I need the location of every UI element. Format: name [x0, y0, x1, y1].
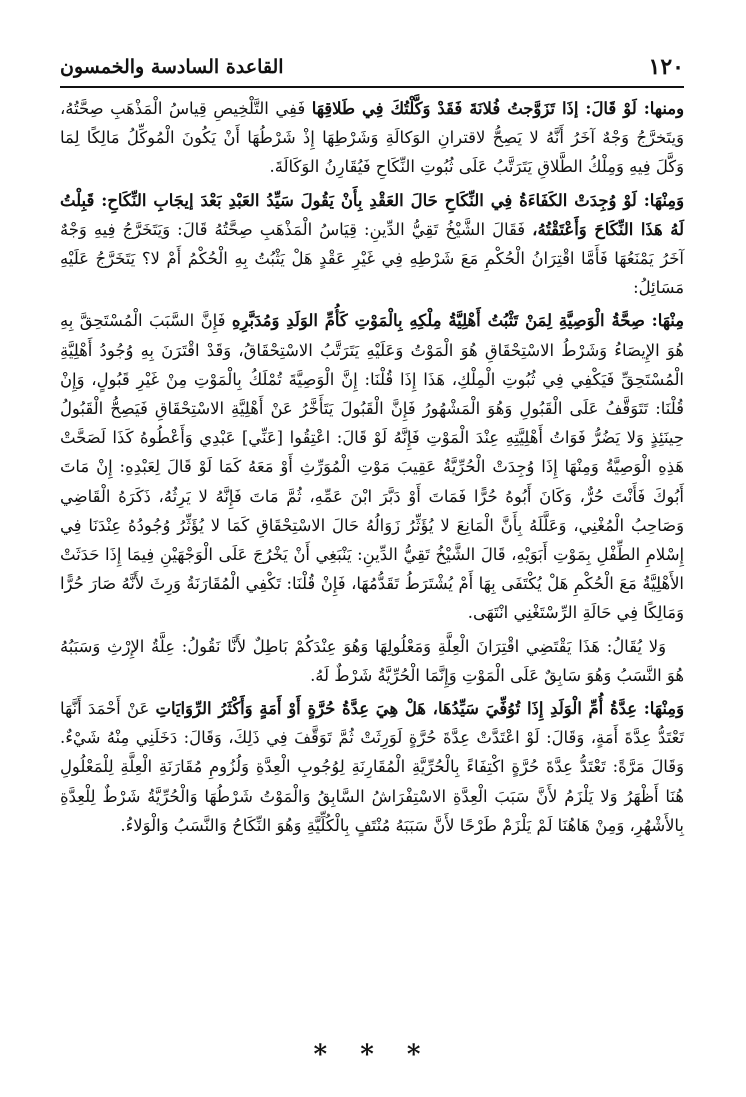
page-header: [60, 52, 684, 88]
paragraph: [60, 186, 684, 303]
paragraph: [60, 694, 684, 840]
page-number: ١٢٠: [648, 54, 684, 80]
paragraph: [60, 94, 684, 182]
paragraph-text: وَلا يُقَالُ: هَذَا يَقْتَضِي اقْتِرَانَ الْعِلَّةِ وَمَعْلُولِهَا وَهُوَ عِنْدَكُمْ بَاطِلٌ لأَنَّا نَقُولُ: عِلَّةُ الإِرْثِ وَسَبَبُهُ هُوَ النَّسَبُ وَهُوَ سَابِقٌ عَلَى الْمَوْتِ وَإِنَّمَا الْحُرِّيَّةُ شَرْطٌ لَهُ.: [60, 636, 684, 685]
running-title: القاعدة السادسة والخمسون: [60, 56, 284, 78]
paragraph-text: عَنْ أَحْمَدَ أَنَّهَا تَعْتَدُّ عِدَّةَ أَمَةٍ، وَقَالَ: لَوْ اعْتَدَّتْ عِدَّةَ حُرَّةٍ لَوَرِثَتْ ثُمَّ تَوَقَّفَ فِي ذَلِكَ، وَقَالَ: دَخَلَنِي مِنْهُ شَيْءٌ. وَقَالَ مَرَّةً: تَعْتَدُّ عِدَّةَ حُرَّةٍ اكْتِفَاءً بِالْحُرِّيَّةِ الْمُقَارِنَةِ لِوُجُوبِ الْعِدَّةِ وَلُزُومِ مُقَارَنَةِ الْعِلَّةِ لِلْمَعْلُولِ هُنَا أَظْهَرُ وَلا يَلْزَمُ لأَنَّ سَبَبَ الْعِدَّةِ الاسْتِفْرَاشُ السَّابِقُ وَالْمَوْتُ شَرْطُهَا وَالْحُرِّيَّةُ شَرْطٌ لِلْعِدَّةِ بِالأَشْهُرِ، وَمِنْ هَاهُنَا لَمْ يَلْزَمْ طَرْحًا لأَنَّ سَبَبَهُ مُنْتَفٍ بِالْكُلِّيَّةِ وَهُوَ النِّكَاحُ وَالنَّسَبُ وَالْوَلاءُ.: [60, 699, 684, 835]
paragraph-text: فَقَالَ الشَّيْخُ تَقِيُّ الدِّينِ: قِيَاسُ الْمَذْهَبِ صِحَّتُهُ قَالَ: وَيَتَخَرَّجُ فِيهِ وَجْهٌ آخَرُ يَمْنَعُهَا فَأَمَّا اقْتِرَانُ الْحُكْمِ مَعَ شَرْطِهِ فِي غَيْرِ عَقْدٍ هَلْ يَثْبُتُ بِهِ الْحُكْمُ أَمْ لا؟ يَتَخَرَّجُ عَلَيْهِ مَسَائِلُ:: [60, 219, 684, 298]
paragraph-text: فَفِي التَّلْخِيصِ قِياسُ الْمَذْهَبِ صِحَّتُهُ، وَيتَخرَّجُ وَجْهٌ آخَرُ أَنَّهُ لا يَصِحُّ لاقترانِ الوَكالَةِ وَشَرْطِهَا إِذْ شَرْطُهَا أَنْ يَكُونَ الْمُوكِّلُ مَالِكًا لِمَا وَكَّلَ فِيهِ وَمِلْكُ الطَّلاقِ يَتَرَتَّبُ عَلَى ثُبُوتِ النِّكَاحِ فَيُقَارِنُ الوَكَالَةَ.: [60, 99, 684, 177]
paragraph: [60, 306, 684, 627]
paragraph-lead: وَمِنْهَا: عِدَّةُ أُمِّ الْوَلَدِ إِذَا تُوُفِّيَ سَيِّدُهَا، هَلْ هِيَ عِدَّةُ حُرَّةٍ أَوْ أَمَةٍ وَأَكْثَرُ الرِّوَايَاتِ: [155, 699, 684, 719]
section-end-ornament: * * *: [313, 1040, 433, 1070]
paragraph-lead: وَمِنْهَا: لَوْ وُجِدَتْ الكَفَاءَةُ فِي النِّكَاحِ حَالَ العَقْدِ بِأَنْ يَقُولَ سَيِّدُ العَبْدِ بَعْدَ إيجَابِ النِّكَاحِ: قَبِلْتُ لَهُ هَذَا النِّكَاحَ وَأَعْتَقْتُهُ،: [60, 190, 684, 239]
paragraph-lead: مِنْهَا: صِحَّةُ الْوَصِيَّةِ لِمَنْ تَثْبُتُ أَهْلِيَّةُ مِلْكِهِ بِالْمَوْتِ كَأُمِّ الوَلَدِ وَمُدَبَّرِهِ: [231, 311, 684, 331]
paragraph: [60, 632, 684, 690]
paragraph-lead: ومنها: لَوْ قَالَ: إذَا تَزَوَّجتُ فُلانَةَ فَقَدْ وَكَّلْتُكَ فِي طَلاقِهَا: [311, 99, 684, 118]
paragraph-text: فَإِنَّ السَّبَبَ الْمُسْتَحِقَّ بِهِ هُوَ الإِيصَاءُ وَشَرْطُ الاسْتِحْقَاقِ هُوَ الْمَوْتُ وَعَلَيْهِ يَتَرَتَّبُ الاسْتِحْقَاقُ، وَقَدْ اقْتَرَنَ بِهِ وُجُودُ أَهْلِيَّةِ الْمُسْتَحِقِّ فَيَكْفِي فِي ثُبُوتِ الْمِلْكِ، هَذَا إِذَا قُلْنَا: إِنَّ الْوَصِيَّةَ تُمْلَكُ بِالْمَوْتِ مِنْ غَيْرِ قَبُولٍ، وَإِنْ قُلْنَا: تَتَوَقَّفُ عَلَى الْقَبُولِ وَهُوَ الْمَشْهُورُ فَإِنَّ الْقَبُولَ يَتَأَخَّرُ عَنْ أَهْلِيَّةِ الاسْتِحْقَاقِ فَيَصِحُّ الْقَبُولُ حِينَئِذٍ وَلا يَضُرُّ فَوَاتُ أَهْلِيَّتِهِ عِنْدَ الْمَوْتِ فَإِنَّهُ لَوْ قَالَ: اعْتِقُوا [عَنِّي] عَبْدِي وَأَعْطُوهُ كَذَا لَصَحَّتْ هَذِهِ الْوَصِيَّةُ وَمِنْهَا إِذَا وُجِدَتْ الْحُرِّيَّةُ عَقِيبَ مَوْتِ الْمُوَرِّثِ أَوْ مَعَهُ كَمَا لَوْ قَالَ لِعَبْدِهِ: إِنْ مَاتَ أَبُوكَ فَأَنْتَ حُرٌّ، وَكَانَ أَبُوهُ حُرًّا فَمَاتَ أَوْ دَبَّرَ ابْنَ عَمِّهِ، ثُمَّ مَاتَ فَإِنَّهُ لا يَرِثُهُ، ذَكَرَهُ الْقَاضِي وَصَاحِبُ الْمُغْنِي، وَعَلَّلَهُ بِأَنَّ الْمَانِعَ لا يُؤَثِّرُ زَوَالُهُ حَالَ الاسْتِحْقَاقِ كَمَا لا يُؤَثِّرُ وُجُودُهُ عِنْدَنَا فِي إِسْلامِ الطِّفْلِ بِمَوْتِ أَبَوَيْهِ، قَالَ الشَّيْخُ تَقِيُّ الدِّينِ: يَنْبَغِي أَنْ يَخْرُجَ عَلَى الْوَجْهَيْنِ فِيمَا إِذَا حَدَثَتْ الأَهْلِيَّةُ مَعَ الْحُكْمِ هَلْ يُكْتَفَى بِهَا أَمْ يُشْتَرَطُ تَقَدُّمُهَا، فَإِنْ قُلْنَا: تَكْفِي الْمُقَارَنَةُ وَرِثَ لأَنَّهُ صَارَ حُرًّا وَمَالِكًا فِي حَالَةِ الرِّسْتَغْنِي انْتَهَى.: [60, 311, 684, 623]
body-text: [60, 94, 684, 840]
